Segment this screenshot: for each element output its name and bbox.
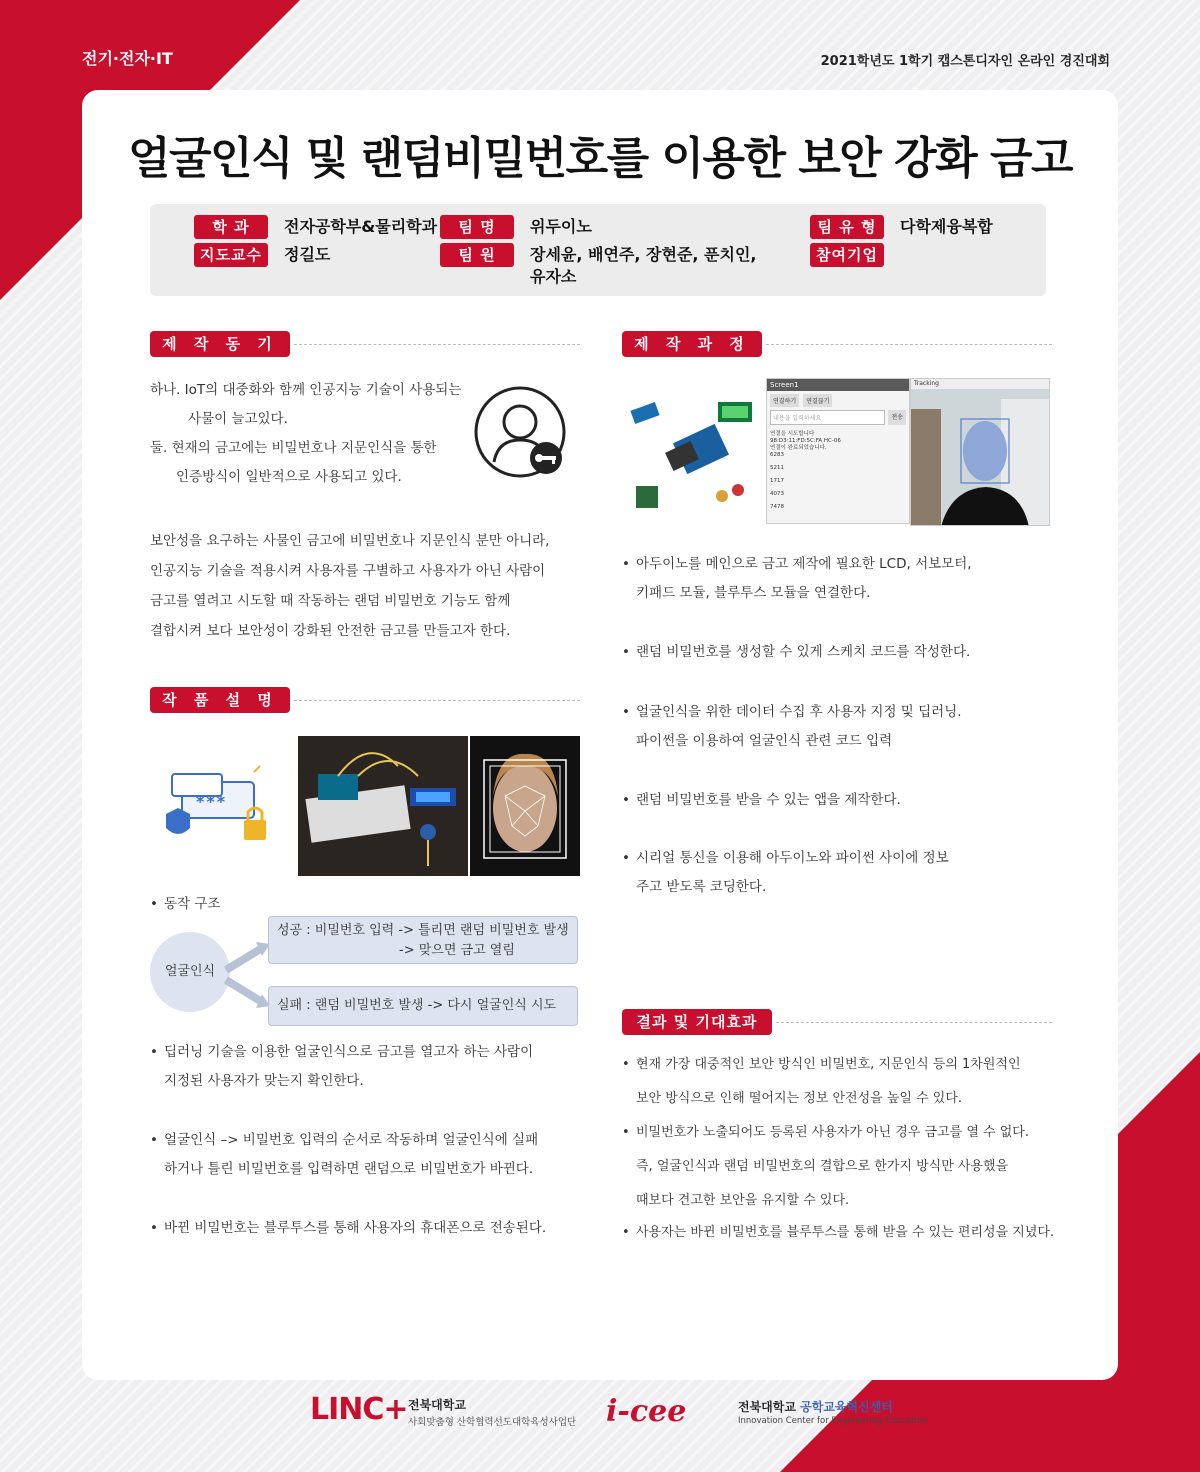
- results-divider: [776, 1022, 1052, 1023]
- app-log: [767, 425, 909, 511]
- members-value-line1: 장세윤, 배연주, 장현준, 푼치인,: [530, 245, 757, 264]
- motivation-line1: 하나. IoT의 대중화와 함께 인공지능 기술이 사용되는: [150, 382, 462, 398]
- dept-value: 전자공학부&물리학과: [284, 217, 438, 236]
- results-bullet-1: [636, 1048, 1056, 1116]
- app-send-button[interactable]: 전송: [888, 410, 906, 425]
- linc-univ: 전북대학교: [408, 1398, 466, 1412]
- motivation-para4: 결합시켜 보다 보안성이 강화된 안전한 금고를 만들고자 한다.: [150, 623, 511, 639]
- dept-tag: 학 과: [194, 215, 268, 239]
- structure-label: [164, 890, 364, 919]
- results-bullet-2-line2: 즉, 얼굴인식과 랜덤 비밀번호의 결합으로 한가지 방식만 사용했을: [636, 1159, 1009, 1174]
- app-connect-button[interactable]: 연결하기: [770, 394, 799, 407]
- arduino-prototype-photo: [298, 736, 468, 876]
- description-bullet-3: [164, 1214, 584, 1243]
- team-type-value: 다학제융복합: [900, 217, 993, 236]
- results-bullet-2: [636, 1116, 1056, 1218]
- motivation-divider: [294, 344, 580, 345]
- icee-univ: 전북대학교: [738, 1400, 796, 1414]
- process-bullet-1-line1: • 아두이노를 메인으로 금고 제작에 필요한 LCD, 서보모터,: [636, 556, 972, 572]
- process-heading: 제 작 과 정: [622, 331, 762, 357]
- description-bullet-2: [164, 1126, 584, 1184]
- description-bullet-1-line2: 지정된 사용자가 맞는지 확인한다.: [164, 1073, 364, 1089]
- results-bullet-2-line3: 때보다 견고한 보안을 유지할 수 있다.: [636, 1193, 850, 1208]
- motivation-para1: 보안성을 요구하는 사물인 금고에 비밀번호나 지문인식 분만 아니라,: [150, 533, 550, 549]
- category-label: 전기·전자·IT: [82, 49, 173, 68]
- process-bullet-4: [636, 786, 1076, 815]
- advisor-value: 정길도: [284, 245, 331, 264]
- app-log-line1: 연결을 시도합니다: [770, 431, 815, 437]
- results-bullet-2-line1: • 비밀번호가 노출되어도 등록된 사용자가 아닌 경우 금고를 열 수 없다.: [636, 1125, 1029, 1140]
- footer: [0, 1392, 1200, 1442]
- user-key-icon: [474, 386, 570, 482]
- description-bullet-2-line1: • 얼굴인식 –> 비밀번호 입력의 순서로 작동하며 얼굴인식에 실패: [164, 1132, 539, 1148]
- process-bullet-4-line1: • 랜덤 비밀번호를 받을 수 있는 앱을 제작한다.: [636, 792, 901, 808]
- icee-english: Innovation Center for Engineering Education: [738, 1416, 928, 1426]
- team-name-tag: 팀 명: [440, 215, 514, 239]
- description-bullet-3-line1: • 바뀐 비밀번호는 블루투스를 통해 사용자의 휴대폰으로 전송된다.: [164, 1220, 547, 1236]
- team-name-value: 위두이노: [530, 217, 592, 236]
- face-recognition-photo: [470, 736, 580, 876]
- results-bullet-3-line1: • 사용자는 바뀐 비밀번호를 블루투스를 통해 받을 수 있는 편리성을 지녔다.: [636, 1225, 1055, 1240]
- process-bullet-5-line1: • 시리얼 통신을 이용해 아두이노와 파이썬 사이에 정보: [636, 850, 949, 866]
- flow-success-line1: 성공 : 비밀번호 입력 -> 틀리면 랜덤 비밀번호 발생: [277, 923, 569, 938]
- flow-fail-box: 실패 : 랜덤 비밀번호 발생 -> 다시 얼굴인식 시도: [268, 986, 578, 1026]
- info-panel: [150, 204, 1046, 296]
- results-bullet-1-line2: 보안 방식으로 인해 떨어지는 정보 안전성을 높일 수 있다.: [636, 1091, 963, 1106]
- members-tag: 팀 원: [440, 243, 514, 267]
- linc-logo: LINC+: [310, 1392, 408, 1427]
- flow-arrows: [222, 940, 272, 1010]
- app-log-line2: 98:D3:11:FD:5C:FA HC-06: [770, 438, 841, 444]
- description-divider: [294, 700, 580, 701]
- webcam-tracking-screenshot: [910, 378, 1050, 526]
- motivation-line4: 인증방식이 일반적으로 사용되고 있다.: [176, 469, 402, 485]
- process-bullet-1: [636, 550, 1076, 608]
- app-log-n4: 7478: [770, 504, 784, 510]
- flow-success-line2: -> 맞으면 금고 열림: [399, 943, 515, 958]
- poster-title: 얼굴인식 및 랜덤비밀번호를 이용한 보안 강화 금고: [128, 133, 1072, 184]
- team-type-tag: 팀 유 형: [810, 215, 884, 239]
- components-photo: [622, 386, 762, 526]
- cam-title-bar: Tracking: [911, 379, 1049, 389]
- description-bullet-1-line1: • 딥러닝 기술을 이용한 얼굴인식으로 금고를 열고자 하는 사람이: [164, 1044, 534, 1060]
- app-log-n1: 5211: [770, 465, 784, 471]
- motivation-heading: 제 작 동 기: [150, 331, 290, 357]
- results-bullet-1-line1: • 현재 가장 대중적인 보안 방식인 비밀번호, 지문인식 등의 1차원적인: [636, 1057, 1021, 1072]
- description-bullet-1: [164, 1038, 584, 1096]
- app-log-n2: 1717: [770, 478, 784, 484]
- app-log-line3: 연결이 완료되었습니다.: [770, 445, 827, 451]
- process-bullet-3-line1: • 얼굴인식을 위한 데이터 수집 후 사용자 지정 및 딥러닝.: [636, 704, 962, 720]
- process-divider: [766, 344, 1052, 345]
- contest-label: 2021학년도 1학기 캡스톤디자인 온라인 경진대회: [820, 54, 1110, 69]
- advisor-tag: 지도교수: [194, 243, 268, 267]
- motivation-para3: 금고를 열려고 시도할 때 작동하는 랜덤 비밀번호 기능도 함께: [150, 593, 511, 609]
- process-bullet-3: [636, 698, 1076, 756]
- members-value-line2: 유자소: [530, 267, 577, 286]
- process-bullet-5: [636, 844, 1076, 902]
- motivation-line3: 둘. 현재의 금고에는 비밀번호나 지문인식을 통한: [150, 440, 437, 456]
- app-disconnect-button[interactable]: 연결끊기: [803, 394, 832, 407]
- motivation-points: [150, 376, 480, 492]
- flow-face-recognition: 얼굴인식: [150, 932, 230, 1012]
- icee-center: 공학교육혁신센터: [800, 1400, 893, 1414]
- company-tag: 참여기업: [810, 243, 884, 267]
- icee-title: [738, 1398, 893, 1415]
- app-log-n3: 4073: [770, 491, 784, 497]
- password-mask-text: ***: [196, 792, 228, 811]
- bluetooth-app-screenshot: [766, 378, 910, 524]
- results-bullet-3: [636, 1216, 1056, 1250]
- app-message-input[interactable]: 내용을 입력하세요: [770, 410, 885, 425]
- poster-card: [82, 90, 1118, 1380]
- structure-label-text: • 동작 구조: [164, 896, 220, 912]
- description-heading: 작 품 설 명: [150, 687, 290, 713]
- motivation-line2: 사물이 늘고있다.: [188, 411, 288, 427]
- description-bullet-2-line2: 하거나 틀린 비밀번호를 입력하면 랜덤으로 비밀번호가 바뀐다.: [164, 1161, 534, 1177]
- motivation-paragraph: [150, 526, 580, 646]
- motivation-para2: 인공지능 기술을 적용시켜 사용자를 구별하고 사용자가 아닌 사람이: [150, 563, 546, 579]
- process-bullet-1-line2: 키패드 모듈, 블루투스 모듈을 연결한다.: [636, 585, 871, 601]
- icee-logo: i-cee: [606, 1394, 687, 1429]
- password-illustration: [150, 762, 282, 852]
- flow-success-box: [268, 916, 578, 964]
- linc-desc: 사회맞춤형 산학협력선도대학육성사업단: [408, 1417, 577, 1428]
- process-bullet-2-line1: • 랜덤 비밀번호를 생성할 수 있게 스케치 코드를 작성한다.: [636, 644, 971, 660]
- app-log-n0: 6283: [770, 452, 784, 458]
- process-bullet-5-line2: 주고 받도록 코딩한다.: [636, 879, 767, 895]
- results-heading: 결과 및 기대효과: [622, 1009, 772, 1035]
- process-bullet-2: [636, 638, 1076, 667]
- process-bullet-3-line2: 파이썬을 이용하여 얼굴인식 관련 코드 입력: [636, 733, 893, 749]
- app-title-bar: Screen1: [767, 379, 909, 391]
